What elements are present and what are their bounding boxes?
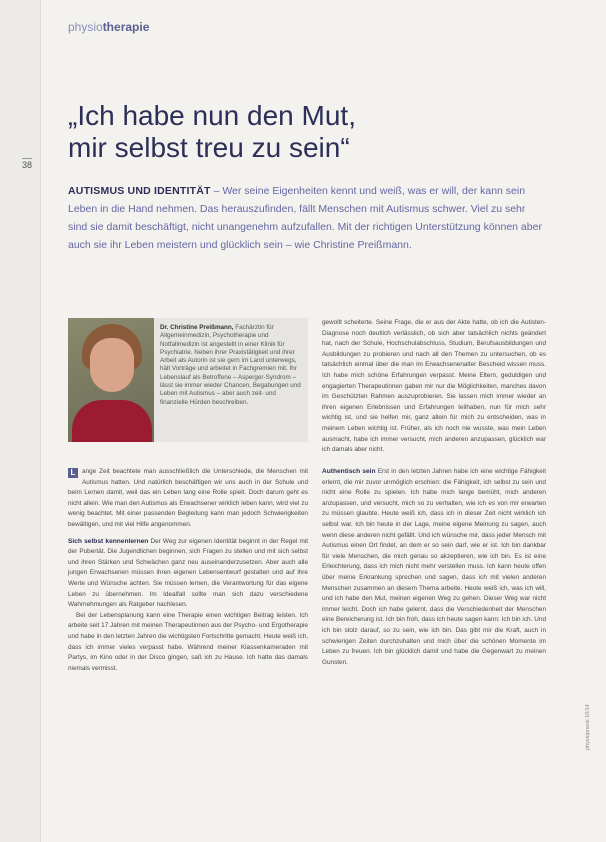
lead-paragraph bbox=[68, 182, 546, 254]
subheading-authentisch: Authentisch sein bbox=[322, 468, 376, 475]
article-column-left bbox=[68, 467, 308, 674]
caption-name: Dr. Christine Preißmann, bbox=[160, 324, 234, 331]
footer-issue: physiopraxis 10/14 bbox=[585, 704, 591, 750]
col-right-top-text: gewollt scheiterte. Seine Frage, die er aus der Akte hatte, ob ich die Autisten-Diagnose noch deutlich verlässlich, ob sich aber tatsächlich nichts geändert hat, nach der Schule, Hochschulabschluss, Studium, Berufsausbildungen und Ausbildungen zu probieren und nach all den Themen zu untersuchen, ob es tatsächlich einmal über die man im Erwachsenenalter Bescheid wissen muss. Ich habe mich schöne Erfahrungen verpasst. Meine Eltern, geduldigen und engagierten Therapeutinnen gaben mir nur die Möglichkeiten, manches davon im Geschützten Rahmen auszuprobieren. Sie lassen mich immer wieder an ihren eigenen Erlebnissen und Erfahrungen teilhaben, nun für mich sehr wichtig ist, und sie helfen mir, ganz allein für mich zu entscheiden, was in meinem Leben wichtig ist. Früher, als ich noch nie wusste, was mein Leben ausmacht, habe ich immer versucht, mich anderen anzupassen, glücklich war ich damals aber nicht. bbox=[322, 319, 546, 454]
author-box bbox=[68, 318, 308, 442]
drop-cap: L bbox=[68, 468, 78, 478]
headline bbox=[68, 100, 538, 164]
page-edge bbox=[0, 0, 41, 842]
section-suffix: therapie bbox=[102, 20, 150, 34]
author-caption bbox=[160, 324, 304, 407]
intro-text: ange Zeit beachtete man ausschließlich die Unterschiede, die Menschen mit Autismus hatten. Und natürlich beschäftigen wir uns auch in der Schule und beim Lernen damit, weil das ein Leben lang eine Rolle spielt. Doch darum geht es nicht allein. Wie man den Autismus als Erwachsener wirklich leben kann, wird viel zu wenig beachtet. Mit einer passenden Begleitung kann man jedoch Schwierigkeiten bewältigen, und mit viel Hilfe angenommen. bbox=[68, 468, 308, 528]
headline-line-2: mir selbst treu zu sein“ bbox=[68, 132, 350, 163]
lead-kicker: AUTISMUS UND IDENTITÄT bbox=[68, 185, 211, 197]
article-column-right-top bbox=[322, 318, 546, 456]
lead-text: – Wer seine Eigenheiten kennt und weiß, was er will, der kann sein Leben in die Hand nehmen. Das herauszufinden, fällt Menschen mit Autismus schwer. Viel zu sehr sind sie damit beschäftigt, nicht unangenehm aufzufallen. Mit der richtigen Unterstützung können aber auch sie ihr Leben meistern und glücklich sein – wie Christine Preißmann. bbox=[68, 185, 542, 251]
headline-line-1: „Ich habe nun den Mut, bbox=[68, 100, 356, 131]
paragraph-therapie: Bei der Lebensplanung kann eine Therapie einen wichtigen Beitrag leisten. Ich arbeite seit 17 Jahren mit meinen Therapeutinnen aus der Psycho- und Ergotherapie und habe in den letzten Jahren die wichtigsten Fortschritte gemacht. Heute weiß ich, dass ich immer vieles verpasst habe. Während meiner Klassenkameraden mit Partys, im Kino oder in der Disco gingen, saß ich zu Hause. Ich hatte das damals niemals vermisst. bbox=[68, 611, 308, 672]
paragraph-authentisch: Erst in den letzten Jahren habe ich eine wichtige Fähigkeit erlernt, die mir zuvor unmöglich erschien: die Fähigkeit, ich selbst zu sein und nicht eine Rolle zu spielen. Ich habe mich lange bemüht, mich anderen anzupassen, und versucht, mich so zu verhalten, wie ich es von mir erwarten zu müssen glaubte. Heute weiß ich, dass ich in dieser Zeit nicht wirklich ich selbst war. Ich bin heute in der Lage, meine eigene Meinung zu sagen, auch wenn diese anderen nicht gefällt. Und ich wünsche mir, dass jeder Mensch mit Autismus einen Ort findet, an dem er so sein darf, wie er ist. Ich bin dankbar für viele Menschen, die mich genau so akzeptieren, wie ich bin. Es ist eine Erleichterung, dass ich mich nicht mehr verstellen muss. Ich kann heute offen über meine Erkrankung sprechen und sagen, dass ich mit vielen anderen Menschen zusammen an diesem Thema arbeite. Heute weiß ich, was ich will, und ich habe den Mut, meinen eigenen Weg zu gehen. Dieser Weg war nicht immer leicht. Doch ich habe gelernt, dass die Verschiedenheit der Menschen eine Bereicherung ist. Ich bin froh, dass ich heute sagen kann: Ich bin ich. Und ich bin stolz darauf, so zu sein, wie ich bin. Das gibt mir die Kraft, auch in schwierigen Zeiten durchzuhalten und mich über die schönen Momente im Leben zu freuen. Ich bin glücklich damit und habe die Gegenwart zu meinen Gunsten. bbox=[322, 468, 546, 666]
section-prefix: physio bbox=[68, 20, 103, 34]
section-label bbox=[68, 20, 149, 34]
subheading-kennenlernen: Sich selbst kennenlernen bbox=[68, 537, 149, 545]
caption-text: Fachärztin für Allgemeinmedizin, Psychotherapie und Notfallmedizin ist angestellt in einer Klinik für Psychiatrie. Neben ihrer Praxistätigkeit und ihrer Arbeit als Autorin ist sie gern im Land unterwegs, hält Vorträge und arbeitet in Fachgremien mit. Ihr Lebenslauf als Betroffene – Asperger-Syndrom – lässt sie immer wieder Chancen, Begabungen und Leben mit Autismus – aber auch zeit- und finanzielle Hürden beschreiben. bbox=[160, 324, 301, 406]
author-photo bbox=[68, 318, 154, 442]
paragraph-kennenlernen: Der Weg zur eigenen Identität beginnt in der Regel mit der Pubertät. Die Jugendlichen beginnen, sich Fragen zu stellen und mit sich selbst und ihren Stärken und Schwächen ganz neu auseinanderzusetzen. Aber auch alle jungen Erwachsenen müssen ihren eigenen Lebensentwurf gestalten und auf ihre Werte und Wünsche achten. Sie müssen lernen, die Verantwortung für das eigene Leben zu übernehmen. Im Idealfall sollte man sich dazu verschiedene Wahrnehmungen als Ratgeber nachlesen. bbox=[68, 537, 308, 609]
article-column-right bbox=[322, 467, 546, 668]
page-number: 38 bbox=[22, 160, 33, 170]
